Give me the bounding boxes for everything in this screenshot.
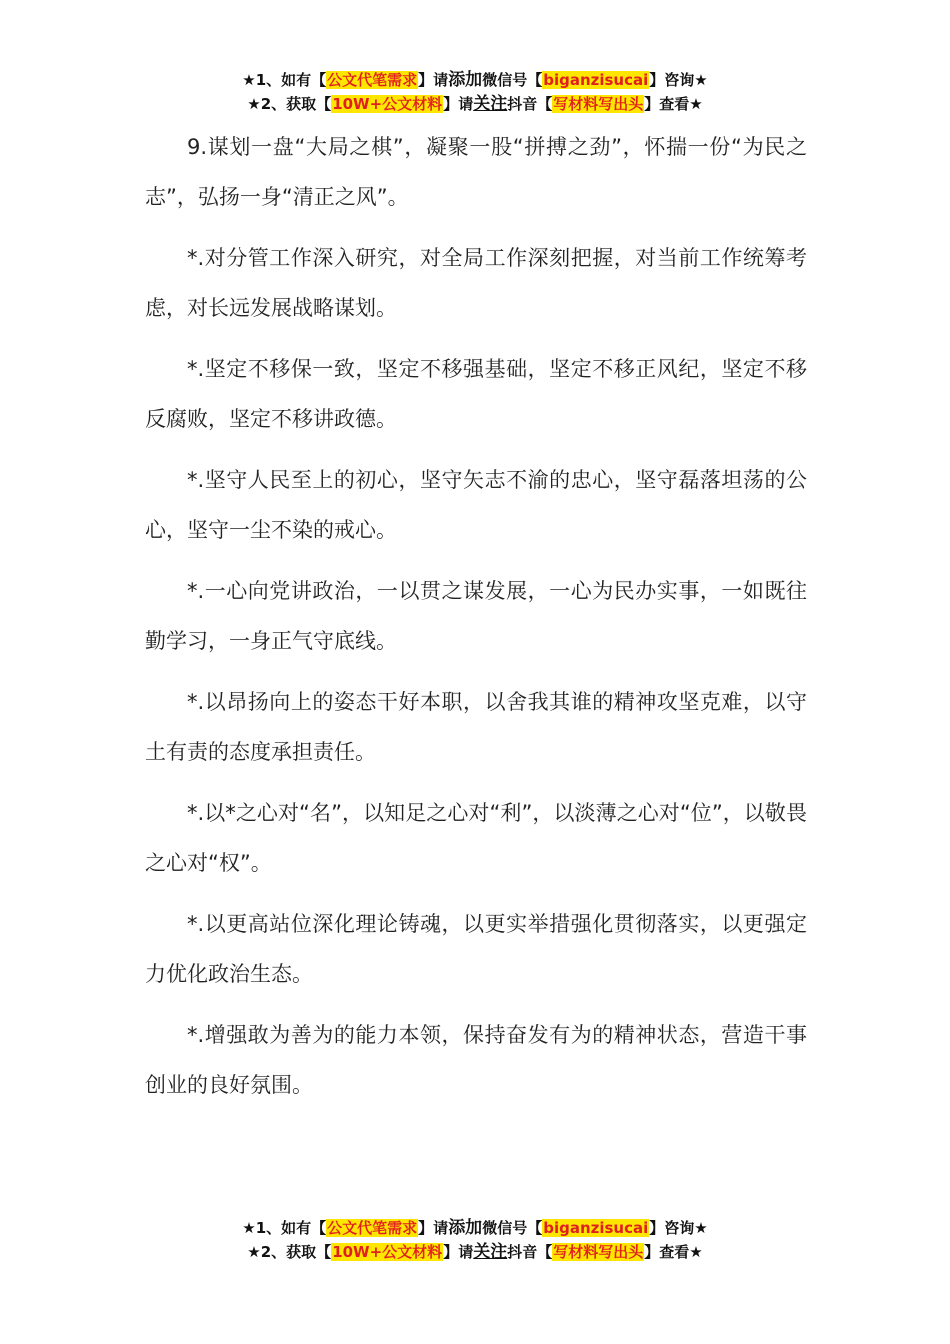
highlight-wechat-id: biganzisucai (543, 71, 649, 89)
highlight-douyin: 写材料写出头 (553, 95, 644, 113)
banner-line-2 (0, 1240, 950, 1264)
banner-text: 抖音【 (507, 95, 553, 113)
paragraph: *.一心向党讲政治，一以贯之谋发展，一心为民办实事，一如既往勤学习，一身正气守底线。 (145, 579, 807, 653)
banner-text: 】咨询★ (649, 1219, 708, 1237)
banner-text: 抖音【 (507, 1243, 553, 1261)
banner-text: 微信号【 (482, 1219, 543, 1237)
emphasis-add: 添加 (448, 70, 483, 90)
header-banner (0, 68, 950, 116)
paragraph: *.坚守人民至上的初心，坚守矢志不渝的忠心，坚守磊落坦荡的公心，坚守一尘不染的戒心。 (145, 468, 807, 542)
footer-banner (0, 1216, 950, 1264)
paragraph: *.以*之心对“名”，以知足之心对“利”，以淡薄之心对“位”，以敬畏之心对“权”。 (145, 801, 807, 875)
banner-text: 】请 (418, 1219, 449, 1237)
banner-line-1 (0, 68, 950, 92)
highlight-douyin: 写材料写出头 (553, 1243, 644, 1261)
banner-text: ★2、获取【 (247, 95, 332, 113)
highlight-wechat-id: biganzisucai (543, 1219, 649, 1237)
paragraph: *.坚定不移保一致，坚定不移强基础，坚定不移正风纪，坚定不移反腐败，坚定不移讲政德。 (145, 357, 807, 431)
paragraph: *.增强敢为善为的能力本领，保持奋发有为的精神状态，营造干事创业的良好氛围。 (145, 1023, 807, 1097)
paragraph: 9.谋划一盘“大局之棋”，凝聚一股“拼搏之劲”，怀揣一份“为民之志”，弘扬一身“清正之风”。 (145, 135, 807, 209)
banner-text: 】查看★ (644, 95, 703, 113)
emphasis-follow: 关注 (473, 94, 508, 114)
banner-text: 】请 (418, 71, 449, 89)
paragraph: *.以昂扬向上的姿态干好本职，以舍我其谁的精神攻坚克难，以守土有责的态度承担责任。 (145, 690, 807, 764)
highlight-materials: 10W+公文材料 (332, 1243, 443, 1261)
banner-text: 】请 (443, 1243, 474, 1261)
paragraph: *.对分管工作深入研究，对全局工作深刻把握，对当前工作统筹考虑，对长远发展战略谋划。 (145, 246, 807, 320)
banner-text: ★1、如有【 (242, 71, 327, 89)
highlight-service: 公文代笔需求 (327, 71, 418, 89)
banner-line-2 (0, 92, 950, 116)
banner-line-1 (0, 1216, 950, 1240)
highlight-materials: 10W+公文材料 (332, 95, 443, 113)
emphasis-follow: 关注 (473, 1242, 508, 1262)
emphasis-add: 添加 (448, 1218, 483, 1238)
paragraph: *.以更高站位深化理论铸魂，以更实举措强化贯彻落实，以更强定力优化政治生态。 (145, 912, 807, 986)
document-body (145, 122, 807, 1121)
banner-text: ★2、获取【 (247, 1243, 332, 1261)
highlight-service: 公文代笔需求 (327, 1219, 418, 1237)
banner-text: 】咨询★ (649, 71, 708, 89)
banner-text: 微信号【 (482, 71, 543, 89)
banner-text: ★1、如有【 (242, 1219, 327, 1237)
banner-text: 】查看★ (644, 1243, 703, 1261)
banner-text: 】请 (443, 95, 474, 113)
